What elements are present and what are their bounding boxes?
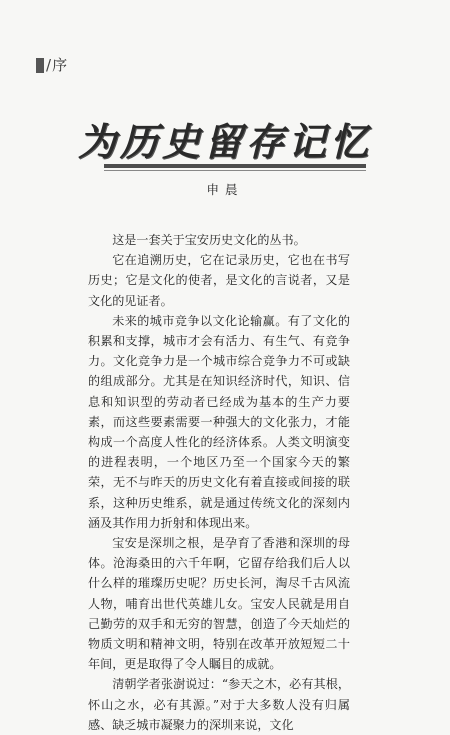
title-underline-thick	[104, 164, 366, 168]
page-title: 为历史留存记忆	[77, 119, 372, 164]
section-separator: /	[46, 56, 52, 74]
section-tag	[36, 58, 67, 73]
paragraph: 宝安是深圳之根，是孕育了香港和深圳的母体。沧海桑田的六千年啊，它留存给我们后人以什么样的璀璨历史呢？历史长河，淘尽千古风流人物，哺育出世代英雄儿女。宝安人民就是用自己勤劳的双手和无穷的智慧，创造了今天灿烂的物质文明和精神文明，特别在改革开放短短二十年间，更是取得了令人瞩目的成就。	[88, 536, 350, 672]
title-underline-thin	[104, 170, 366, 171]
paragraph: 这是一套关于宝安历史文化的丛书。	[112, 233, 306, 247]
paragraph: 它在追溯历史，它在记录历史，它也在书写历史；它是文化的使者，是文化的言说者，又是文化的见证者。	[88, 253, 350, 308]
author-name: 申晨	[206, 182, 244, 197]
paragraph: 未来的城市竞争以文化论输赢。有了文化的积累和支撑，城市才会有活力、有生气、有竞争力。文化竞争力是一个城市综合竞争力不可或缺的组成部分。尤其是在知识经济时代，知识、信息和知识型的劳动者已经成为基本的生产力要素，而这些要素需要一种强大的文化张力，才能构成一个高度人性化的经济体系。人类文明演变的进程表明，一个地区乃至一个国家今天的繁荣，无不与昨天的历史文化有着直接或间接的联系，这种历史维系，就是通过传统文化的深刻内涵及其作用力折射和体现出来。	[88, 313, 350, 530]
preface-body	[88, 230, 350, 735]
section-label: 序	[52, 56, 68, 74]
paragraph: 清朝学者张澍说过：“参天之木，必有其根，怀山之水，必有其源。”对于大多数人没有归属感、缺乏城市凝聚力的深圳来说，文化	[88, 677, 350, 732]
section-marker-block	[36, 58, 44, 73]
